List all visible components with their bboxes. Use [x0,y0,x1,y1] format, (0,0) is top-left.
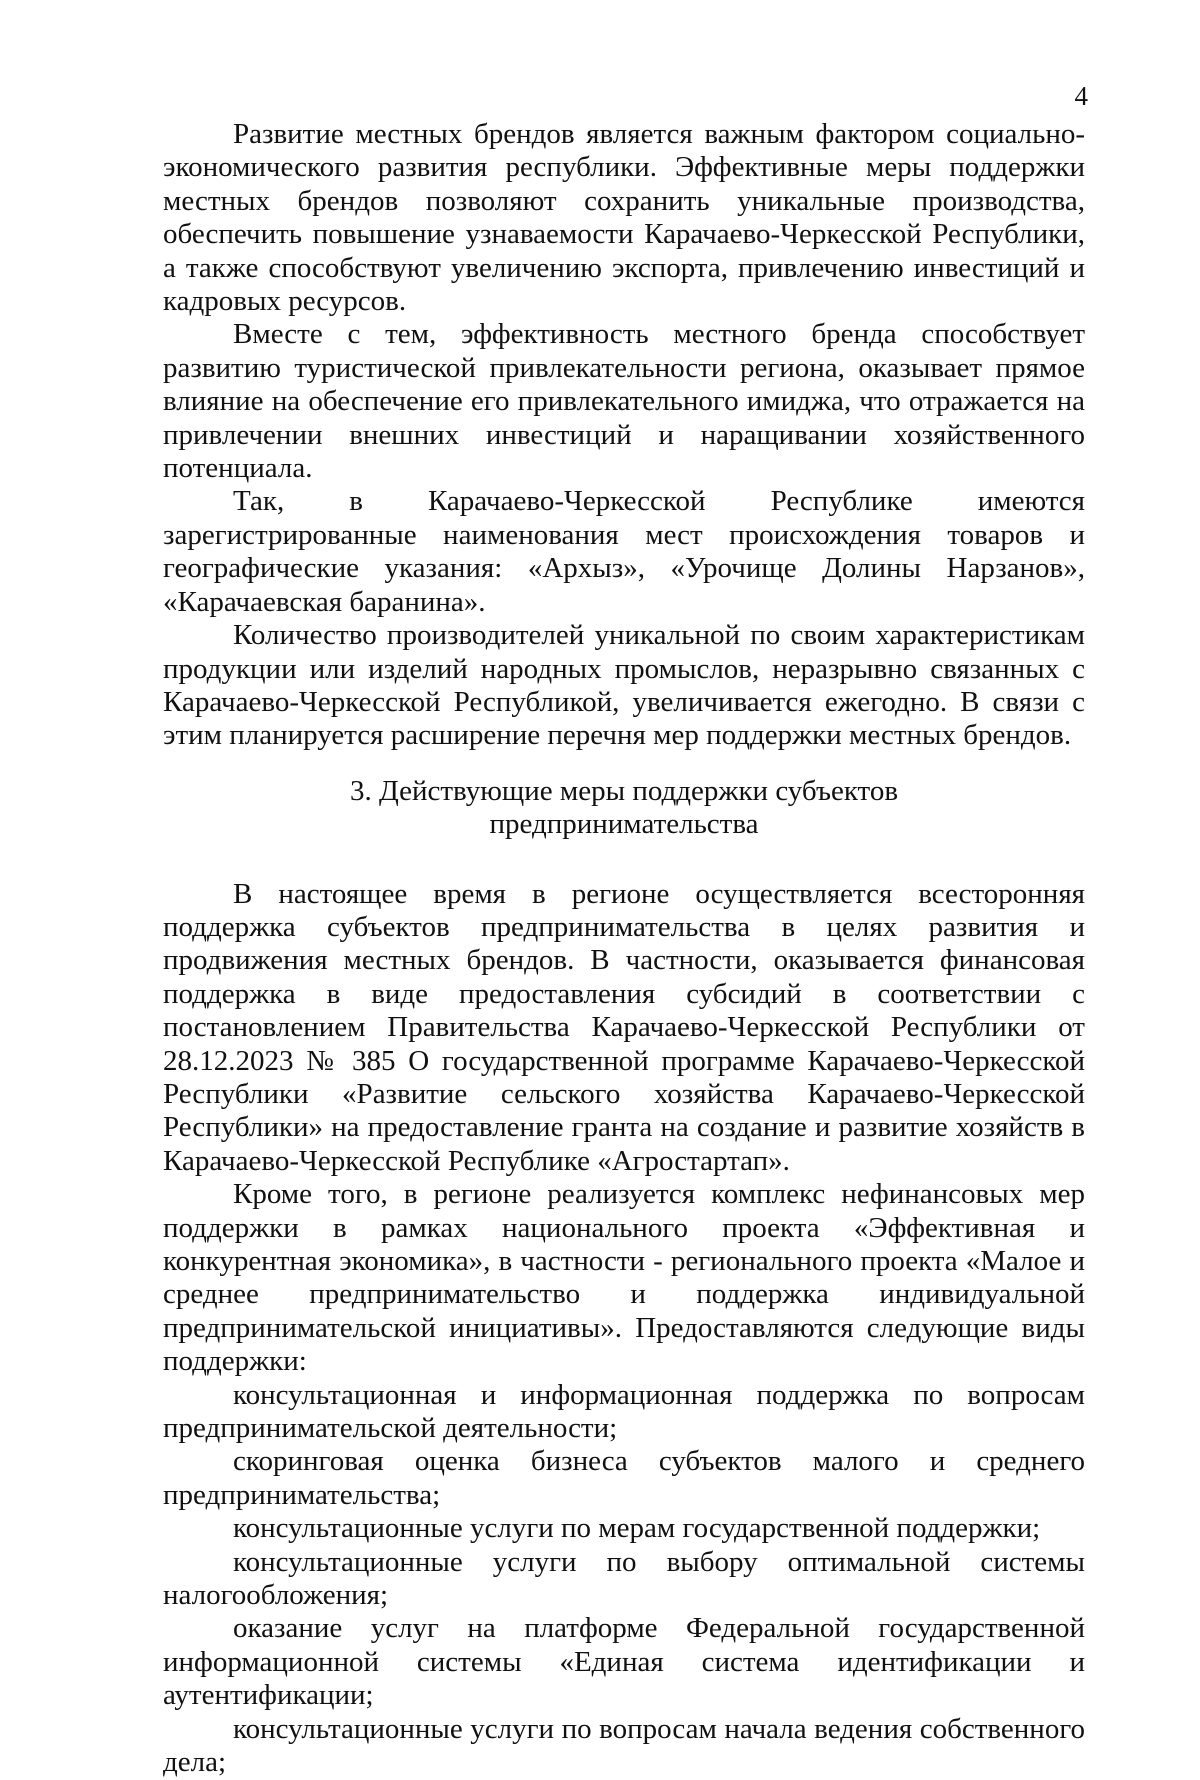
paragraph-local-brands-development: Развитие местных брендов является важным фактором социально-экономического развития республики. Эффективные меры поддержки местных брендов позволяют сохранить уникальные производства, обеспечить повышение узнаваемости Карачаево-Черкесской Республики, а также способствуют увеличению экспорта, привлечению инвестиций и кадровых ресурсов. [163,118,1085,318]
list-item-support: консультационная и информационная поддержка по вопросам предпринимательской деятельности; [163,1378,1085,1445]
list-item-support: консультационные услуги по мерам государственной поддержки; [233,1512,1041,1545]
section-heading [163,775,1085,842]
list-item-support: оказание услуг на платформе Федеральной государственной информационной системы «Единая система идентификации и аутентификации; [163,1612,1085,1712]
list-item-support: консультационные услуги по выбору оптимальной системы налогообложения; [163,1545,1085,1612]
paragraph-registered-names: Так, в Карачаево-Черкесской Республике имеются зарегистрированные наименования мест происхождения товаров и географические указания: «Архыз», «Урочище Долины Нарзанов», «Карачаевская баранина». [163,485,1085,618]
paragraph-brand-effectiveness: Вместе с тем, эффективность местного бренда способствует развитию туристической привлекательности региона, оказывает прямое влияние на обеспечение его привлекательного имиджа, что отражается на привлечении внешних инвестиций и наращивании хозяйственного потенциала. [163,318,1085,485]
list-item-support: скоринговая оценка бизнеса субъектов малого и среднего предпринимательства; [163,1445,1085,1511]
section-heading-line-2: предпринимательства [489,808,759,841]
list-item-support: консультационные услуги по вопросам начала ведения собственного дела; [163,1712,1085,1779]
page-number: 4 [1074,81,1088,111]
document-body [163,118,1085,1780]
paragraph-producers-count: Количество производителей уникальной по своим характеристикам продукции или изделий народных промыслов, неразрывно связанных с Карачаево-Черкесской Республикой, увеличивается ежегодно. В связи с этим планируется расширение перечня мер поддержки местных брендов. [163,619,1085,752]
paragraph-financial-support: В настоящее время в регионе осуществляется всесторонняя поддержка субъектов предпринимательства в целях развития и продвижения местных брендов. В частности, оказывается финансовая поддержка в виде предоставления субсидий в соответствии с постановлением Правительства Карачаево-Черкесской Республики от 28.12.2023 № 385 О государственной программе Карачаево-Черкесской Республики «Развитие сельского хозяйства Карачаево-Черкесской Республики» на предоставление гранта на создание и развитие хозяйств в Карачаево-Черкесской Республике «Агростартап». [163,877,1085,1177]
section-heading-line-1: 3. Действующие меры поддержки субъектов [349,774,899,807]
paragraph-non-financial-support: Кроме того, в регионе реализуется комплекс нефинансовых мер поддержки в рамках национального проекта «Эффективная и конкурентная экономика», в частности - регионального проекта «Малое и среднее предпринимательство и поддержка индивидуальной предпринимательской инициативы». Предоставляются следующие виды поддержки: [163,1178,1085,1378]
